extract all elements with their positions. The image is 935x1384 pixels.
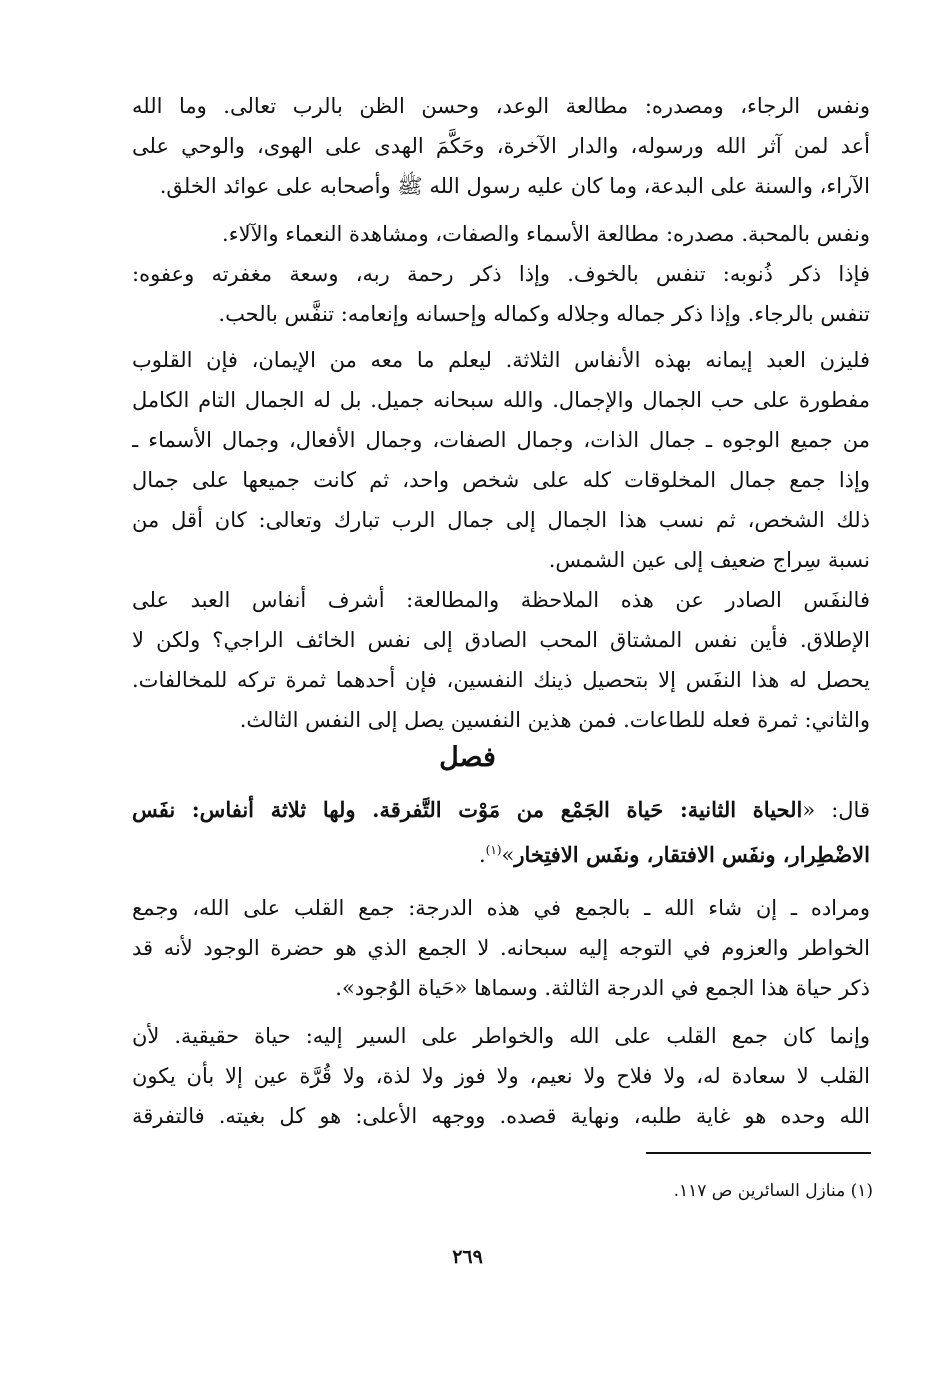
paragraph-1 [132, 86, 870, 206]
text-line: تنفس بالرجاء. وإذا ذكر جماله وجلاله وكماله وإحسانه وإنعامه: تنفَّس بالحب. [218, 302, 870, 326]
quote-line-1 [132, 790, 870, 830]
text-line: ومراده ـ إن شاء الله ـ بالجمع في هذه الدرجة: جمع القلب على الله، وجمع [132, 896, 870, 920]
footnote: (١) منازل السائرين ص ١١٧. [673, 1181, 873, 1201]
text-line: الآراء، والسنة على البدعة، وما كان عليه رسول الله ﷺ وأصحابه على عوائد الخلق. [159, 174, 870, 198]
text-line: وإنما كان جمع القلب على الله والخواطر على السير إليه: حياة حقيقية. لأن [132, 1024, 870, 1048]
quote-prefix: قال: « [802, 798, 870, 822]
quote-line-2 [132, 830, 870, 870]
text-line: مفطورة على حب الجمال والإجمال. والله سبحانه جميل. بل له الجمال التام الكامل [132, 388, 870, 412]
text-line: ونفس بالمحبة. مصدره: مطالعة الأسماء والصفات، ومشاهدة النعماء والآلاء. [222, 222, 870, 246]
paragraph-3 [132, 340, 870, 580]
quote-close: » [501, 843, 515, 867]
footnote-divider [646, 1152, 871, 1154]
text-line: ونفس الرجاء، ومصدره: مطالعة الوعد، وحسن الظن بالرب تعالى. وما الله [132, 94, 870, 118]
text-line: وإذا جمع جمال المخلوقات كله على شخص واحد، ثم كانت جميعها على جمال [132, 468, 870, 492]
section-heading: فصل [439, 742, 496, 773]
text-line: القلب لا سعادة له، ولا فلاح ولا نعيم، ولا فوز ولا لذة، ولا قُرَّة عين إلا بأن يكون [132, 1064, 870, 1088]
text-line: من جميع الوجوه ـ جمال الذات، وجمال الصفات، وجمال الأفعال، وجمال الأسماء ـ [132, 428, 870, 452]
text-line: ذلك الشخص، ثم نسب هذا الجمال إلى جمال الرب تبارك وتعالى: كان أقل من [132, 508, 870, 532]
text-line: الإطلاق. فأين نفس المشتاق المحب الصادق إلى نفس الخائف الراجي؟ ولكن لا [132, 628, 870, 652]
text-line: الخواطر والعزوم في التوجه إليه سبحانه. لا الجمع الذي هو حضرة الوجود لأنه قد [132, 936, 870, 960]
text-line: فالنفَس الصادر عن هذه الملاحظة والمطالعة: أشرف أنفاس العبد على [132, 588, 870, 612]
paragraph-5 [132, 888, 870, 1008]
text-line: أعد لمن آثر الله ورسوله، والدار الآخرة، وحَكَّمَ الهدى على الهوى، والوحي على [132, 134, 870, 158]
quote-end: . [478, 843, 486, 867]
paragraph-6 [132, 1016, 870, 1136]
footnote-marker: (١) [485, 843, 502, 857]
paragraph-2 [132, 214, 870, 334]
text-line: والثاني: ثمرة فعله للطاعات. فمن هذين النفسين يصل إلى النفس الثالث. [239, 708, 870, 732]
text-line: الله وحده هو غاية طلبه، ونهاية قصده. ووجهه الأعلى: هو كل بغيته. فالتفرقة [132, 1104, 870, 1128]
quote-text: الحياة الثانية: حَياة الجَمْع من مَوْت التَّفرقة. ولها ثلاثة أنفاس: نفَس [132, 797, 803, 822]
text-line: نسبة سِراج ضعيف إلى عين الشمس. [548, 548, 870, 572]
page-number: ٢٦٩ [452, 1246, 483, 1268]
text-line: يحصل له هذا النفَس إلا بتحصيل ذينك النفسين، فإن أحدهما ثمرة تركه للمخالفات. [132, 668, 870, 692]
text-line: فليزن العبد إيمانه بهذه الأنفاس الثلاثة. ليعلم ما معه من الإيمان، فإن القلوب [132, 348, 870, 372]
text-line: ذكر حياة هذا الجمع في الدرجة الثالثة. وسماها «حَياة الوُجود». [335, 976, 870, 1000]
quote-text: الاضْطِرار، ونفَس الافتقار، ونفَس الافتِخار [514, 842, 870, 867]
paragraph-4 [132, 580, 870, 740]
quote-block [132, 790, 870, 870]
text-line: فإذا ذكر ذُنوبه: تنفس بالخوف. وإذا ذكر رحمة ربه، وسعة مغفرته وعفوه: [132, 262, 870, 286]
